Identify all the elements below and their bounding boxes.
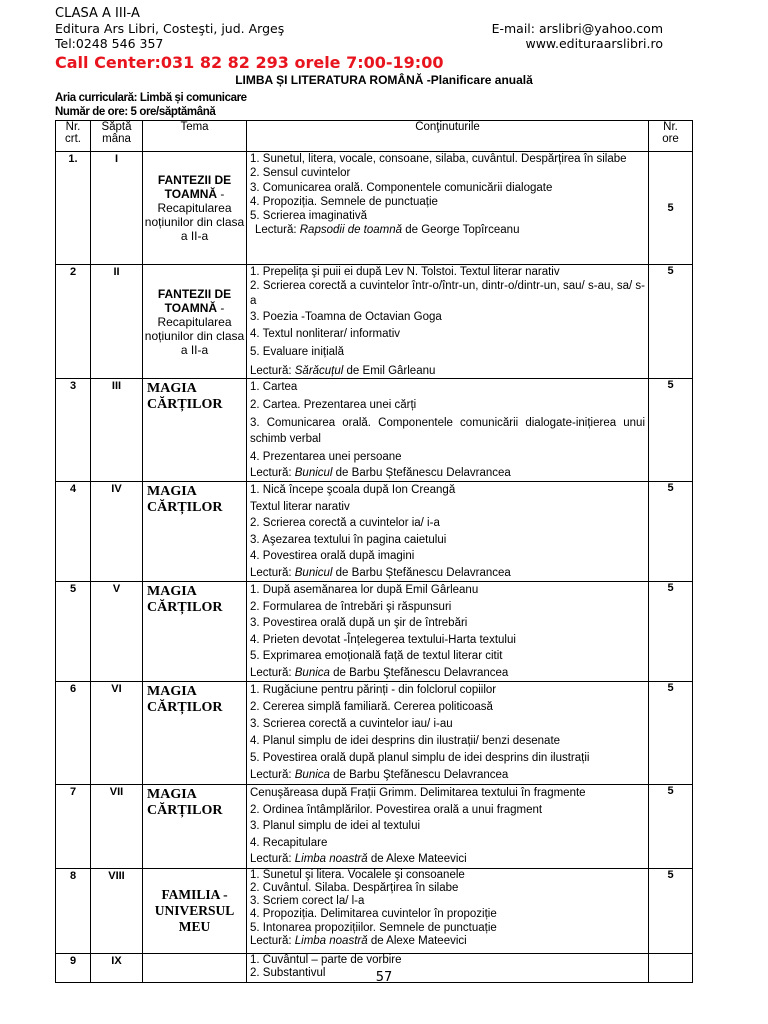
content-item: Textul literar narativ [250,500,350,513]
content-item: Cenuşăreasa după Frații Grimm. Delimitarea textului în fragmente [250,787,586,800]
lectura-label: Lectură: [250,364,295,377]
aria-curriculara: Aria curriculară: Limbă și comunicare [55,92,247,104]
content-item: 2. Cartea. Prezentarea unei cărți [250,399,417,412]
lectura-title: Bunicul [294,566,333,579]
header-saptamana [91,121,143,152]
class-title: CLASA A III-A [55,6,140,21]
content-item: 4. Prieten devotat -Înțelegerea textului-Harta textului [250,633,516,646]
page-number: 57 [375,970,393,985]
row-ore: 5 [649,868,693,953]
table-row [56,582,693,682]
lectura-title: Limba noastră [294,853,368,866]
header-saptamana-line-2: mâna [102,133,131,145]
row-nr: 5 [56,582,91,682]
content-item: 4. Propoziția. Delimitarea cuvintelor în propoziție [250,908,497,921]
row-week: IX [91,953,143,982]
row-content [247,582,649,682]
content-item: 1. După asemănarea lor după Emil Gârleanu [250,584,479,597]
row-nr: 9 [56,953,91,982]
row-week: V [91,582,143,682]
header-tema: Tema [143,121,247,152]
lectura-title: Bunicul [294,467,333,480]
lectura-author: de Barbu Ştefănescu Delavrancea [329,666,509,679]
lectura-line [250,767,645,784]
row-content [247,152,649,265]
content-item: 3. Comunicarea orală. Componentele comunicării dialogate [250,181,553,194]
content-item: 5. Scrierea imaginativă [250,210,367,223]
row-nr: 6 [56,682,91,785]
header-saptamana-line-1: Săptă [101,121,132,133]
row-theme: MAGIA CĂRȚILOR [143,785,247,869]
row-theme [143,152,247,265]
row-nr: 8 [56,868,91,953]
row-week: VI [91,682,143,785]
row-content [247,785,649,869]
content-item: 2. Sensul cuvintelor [250,167,351,180]
header-row-3 [55,36,663,51]
row-nr: 4 [56,482,91,582]
row-content [247,379,649,482]
row-theme: MAGIA CĂRȚILOR [143,582,247,682]
content-item: 4. Povestirea orală după imagini [250,550,415,563]
row-week: IV [91,482,143,582]
content-item: 2. Formularea de întrebări şi răspunsuri [250,600,452,613]
content-item: 4. Prezentarea unei persoane [250,451,402,464]
lectura-label: Lectură: [250,853,295,866]
table-row [56,265,693,379]
row-nr: 3 [56,379,91,482]
content-item: 3. Scriem corect la/ l-a [250,895,365,908]
content-item: 2. Scrierea corectă a cuvintelor ia/ i-a [250,517,440,530]
lectura-author: de Barbu Ştefănescu Delavrancea [329,769,509,782]
row-content [247,868,649,953]
content-item: 4. Planul simplu de idei desprins din ilustrații/ benzi desenate [250,735,561,748]
content-item: 2. Substantivul [250,966,326,979]
table-row [56,482,693,582]
content-item: 4. Textul nonliterar/ informativ [250,328,400,341]
row-content [247,682,649,785]
table-row [56,785,693,869]
lectura-label: Lectură: [250,769,295,782]
content-item: 5. Evaluare inițială [250,346,344,359]
lectura-line [250,565,645,582]
row-week: II [91,265,143,379]
lectura-line [250,364,645,378]
content-item: 1. Cartea [250,381,298,394]
row-theme: FAMILIA - UNIVERSUL MEU [143,868,247,953]
lectura-title: Bunica [294,666,330,679]
email-text: E-mail: arslibri@yahoo.com [491,21,663,36]
content-item: 2. Scrierea corectă a cuvintelor într-o/într-un, dintr-o/dintr-un, sau/ s-au, sa/ s-a [250,280,645,307]
theme-subtitle: - Recapitularea noțiunilor din clasa a II-a [144,187,245,243]
row-ore: 5 [649,785,693,869]
planning-table [55,120,693,983]
lectura-title: Rapsodii de toamnă [299,224,403,237]
subject-title: LIMBA ȘI LITERATURA ROMÂNĂ -Planificare anuală [235,73,533,87]
lectura-title: Sărăcuțul [294,364,344,377]
row-content [247,265,649,379]
table-row [56,379,693,482]
row-theme: MAGIA CĂRȚILOR [143,682,247,785]
row-ore: 5 [649,265,693,379]
content-item: 3. Povestirea orală după un şir de întrebări [250,617,468,630]
content-item: 3. Comunicarea orală. Componentele comunicării dialogate-inițierea unui schimb verbal [250,417,645,446]
row-nr: 1. [56,152,91,265]
row-week: VIII [91,868,143,953]
header-row-1 [55,6,663,21]
content-item: 3. Poezia -Toamna de Octavian Goga [250,310,442,323]
content-item: 5. Exprimarea emoțională față de textul literar citit [250,650,503,663]
content-item: 5. Intonarea propozițiilor. Semnele de punctuație [250,921,497,934]
content-item: 2. Ordinea întâmplărilor. Povestirea orală a unui fragment [250,803,543,816]
phone-text: Tel:0248 546 357 [55,36,164,51]
lectura-author: de Emil Gârleanu [343,364,436,377]
content-item: 1. Nică începe şcoala după Ion Creangă [250,484,456,497]
lectura-label: Lectură: [250,467,295,480]
content-item: 1. Rugăciune pentru părinți - din folclorul copiilor [250,684,497,697]
lectura-label: Lectură: [255,224,300,237]
lectura-author: de Barbu Ștefănescu Delavrancea [332,566,511,579]
table-row [56,868,693,953]
theme-title: FANTEZII DE TOAMNĂ [157,286,232,315]
call-center-line: Call Center:031 82 82 293 orele 7:00-19:00 [55,53,444,72]
row-theme [143,265,247,379]
row-week: I [91,152,143,265]
content-item: 3. Scrierea corectă a cuvintelor iau/ i-au [250,718,453,731]
publisher-text: Editura Ars Libri, Costeşti, jud. Argeş [55,21,285,36]
content-item: 3. Planul simplu de idei al textului [250,820,421,833]
row-ore: 5 [649,582,693,682]
content-item: 4. Recapitulare [250,836,328,849]
website-text: www.edituraarslibri.ro [525,36,663,51]
content-item: 2. Cuvântul. Silaba. Despărțirea în silabe [250,881,459,894]
row-ore: 5 [649,379,693,482]
theme-title: FANTEZII DE TOAMNĂ [157,173,232,201]
lectura-author: de Alexe Mateevici [367,935,467,948]
lectura-line [250,851,645,868]
content-item: 1. Sunetul, litera, vocale, consoane, silaba, cuvântul. Despărțirea în silabe [250,153,627,165]
header-ore-line-2: ore [662,133,679,145]
row-week: VII [91,785,143,869]
row-nr: 2 [56,265,91,379]
header-ore [649,121,693,152]
lectura-label: Lectură: [250,566,295,579]
header-nr [56,121,91,152]
lectura-author: de George Topîrceanu [402,224,520,237]
lectura-title: Bunica [294,769,330,782]
content-item: 5. Povestirea orală după planul simplu de idei desprins din ilustrații [250,752,590,765]
content-item: 1. Prepelița şi puii ei după Lev N. Tolstoi. Textul literar narativ [250,266,560,278]
row-ore: 5 [649,152,693,265]
table-row [56,152,693,265]
lectura-label: Lectură: [250,935,295,948]
table-header-row [56,121,693,152]
lectura-line [250,665,645,682]
content-item: 3. Aşezarea textului în pagina caietului [250,533,447,546]
row-ore: 5 [649,482,693,582]
table-row [56,682,693,785]
row-theme: MAGIA CĂRȚILOR [143,482,247,582]
header-ore-line-1: Nr. [663,121,678,133]
row-ore: 5 [649,682,693,785]
header-nr-line-1: Nr. [65,121,81,133]
lectura-line [250,465,645,481]
content-item: 4. Propoziția. Semnele de punctuație [250,195,438,208]
numar-ore: Număr de ore: 5 ore/săptămână [55,106,216,118]
content-item: 2. Cererea simplă familiară. Cererea politicoasă [250,701,493,714]
theme-subtitle: - Recapitularea noțiunilor din clasa a II-a [144,300,245,357]
content-item: 1. Sunetul şi litera. Vocalele şi consoanele [250,868,465,881]
lectura-line [250,935,645,948]
lectura-title: Limba noastră [294,935,368,948]
header-nr-line-2: crt. [65,133,81,145]
row-theme: MAGIA CĂRȚILOR [143,379,247,482]
lectura-author: de Alexe Mateevici [367,853,467,866]
row-nr: 7 [56,785,91,869]
lectura-line [250,223,645,237]
lectura-label: Lectură: [250,666,295,679]
header-continuturi: Conţinuturile [247,121,649,152]
page-header [55,6,663,51]
row-week: III [91,379,143,482]
content-item: 1. Cuvântul – parte de vorbire [250,953,402,966]
row-content [247,482,649,582]
header-row-2 [55,21,663,36]
lectura-author: de Barbu Ștefănescu Delavrancea [332,467,511,480]
